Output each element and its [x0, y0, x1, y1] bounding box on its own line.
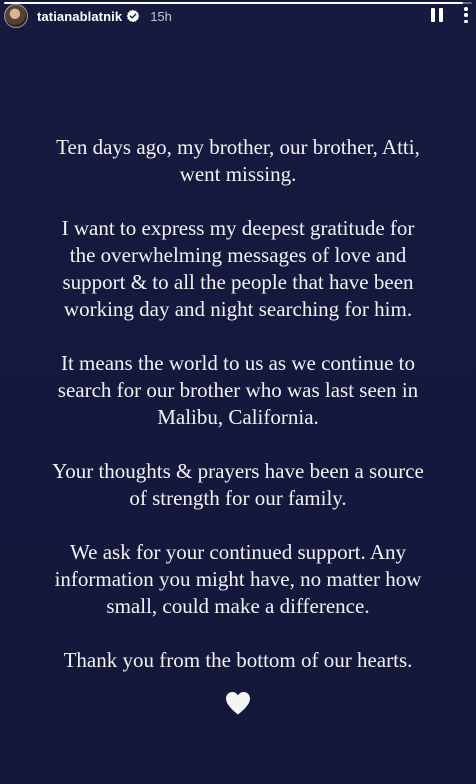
story-header: [4, 4, 172, 28]
verified-badge-icon: [126, 9, 140, 23]
message-paragraph: Your thoughts & prayers have been a source of strength for our family.: [52, 459, 424, 510]
heart-emoji-container: [0, 690, 476, 716]
message-paragraph: Thank you from the bottom of our hearts.: [63, 648, 413, 672]
more-options-icon[interactable]: [464, 7, 468, 23]
post-time: 15h: [150, 8, 172, 24]
profile-avatar[interactable]: [4, 4, 28, 28]
message-paragraph: I want to express my deepest gratitude for the overwhelming messages of love and support & to all the people that have been working day and night searching for him.: [61, 216, 415, 321]
white-heart-icon: [224, 690, 252, 716]
username[interactable]: tatianablatnik: [37, 8, 123, 24]
story-controls: [430, 5, 468, 25]
message-paragraph: Ten days ago, my brother, our brother, Atti, went missing.: [56, 135, 420, 186]
message-paragraph: We ask for your continued support. Any information you might have, no matter how small, could make a difference.: [54, 540, 422, 618]
pause-icon[interactable]: [430, 7, 444, 23]
story-message: [0, 134, 476, 701]
message-paragraph: It means the world to us as we continue to search for our brother who was last seen in Malibu, California.: [57, 351, 419, 429]
